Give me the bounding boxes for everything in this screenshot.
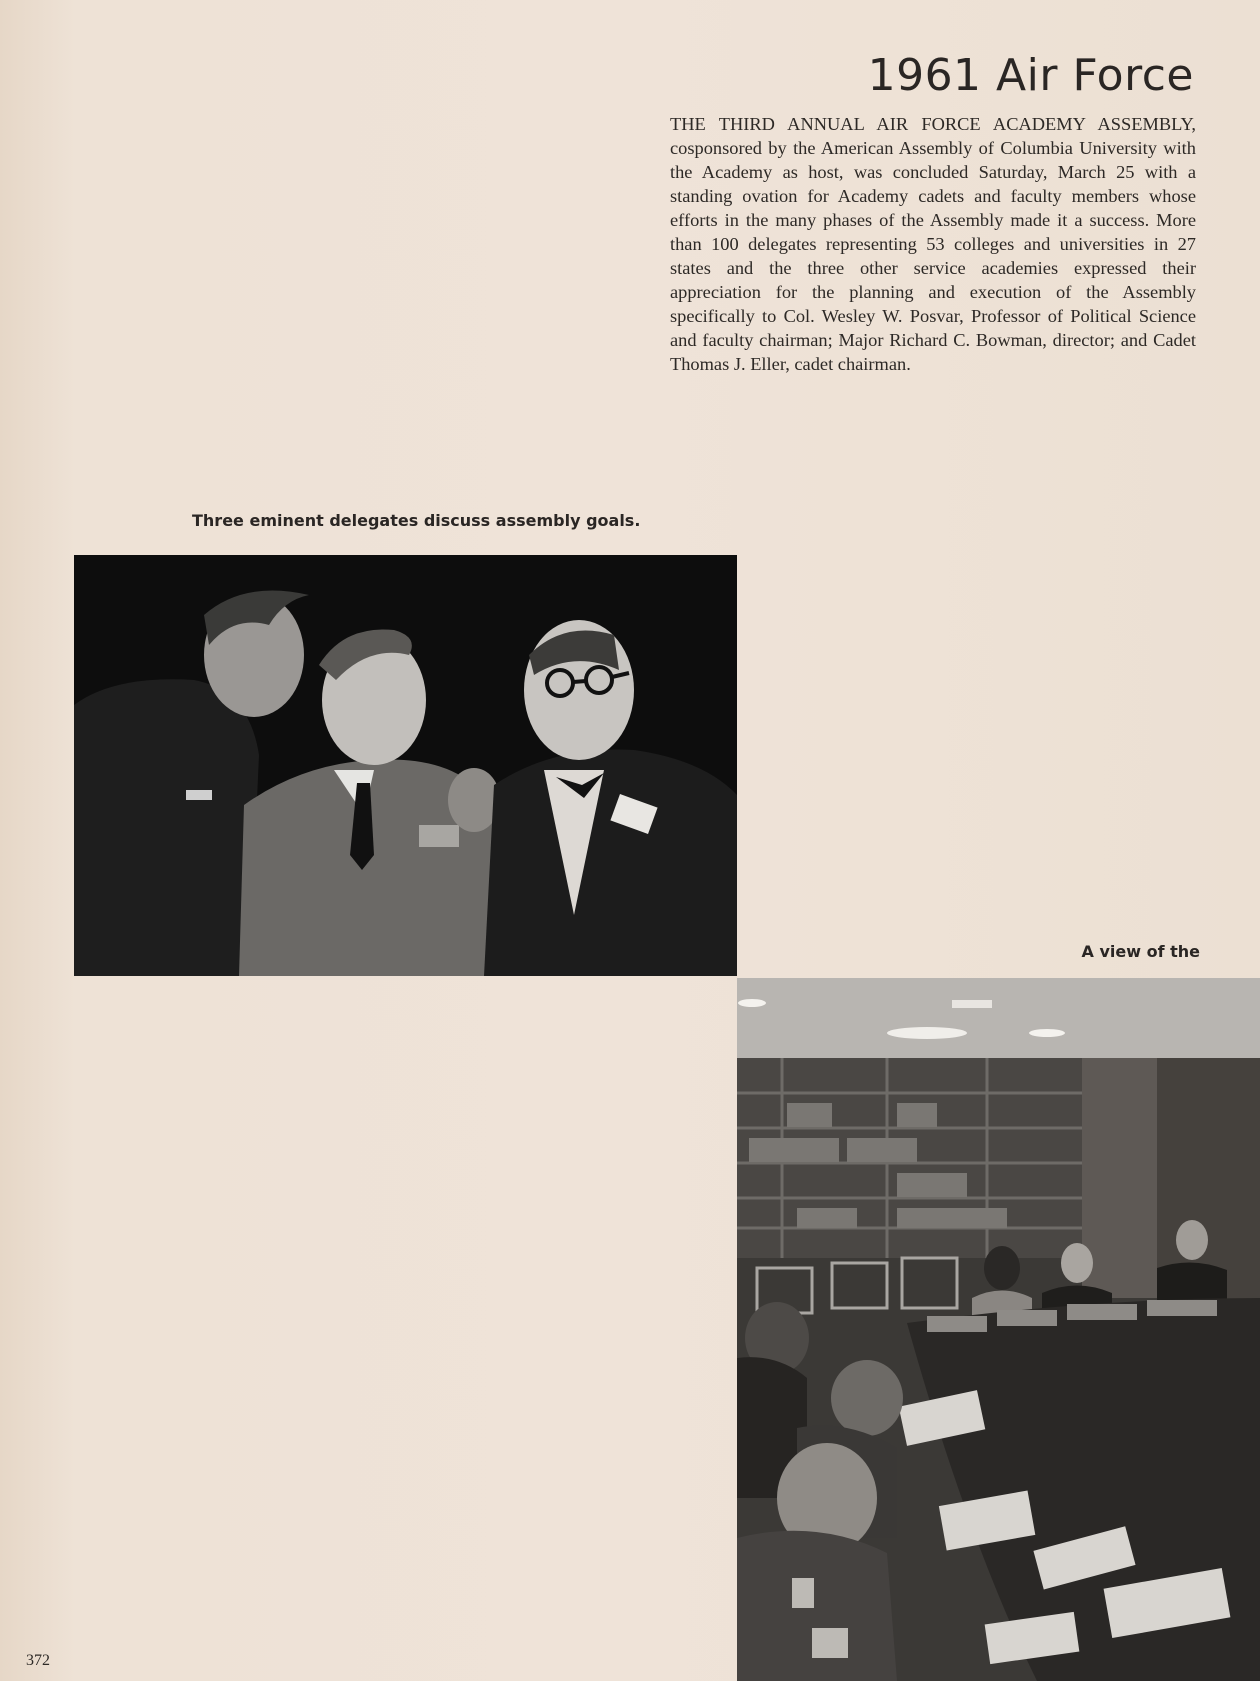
page-title: 1961 Air Force — [867, 50, 1194, 101]
assembly-view-caption: A view of the — [1081, 942, 1200, 961]
assembly-room-photo — [737, 978, 1260, 1681]
page-number: 372 — [26, 1652, 50, 1669]
delegates-photo — [74, 555, 737, 976]
intro-paragraph: THE THIRD ANNUAL AIR FORCE ACADEMY ASSEMBLY, cosponsored by the American Assembly of Columbia University with the Academy as host, was concluded Saturday, March 25 with a standing ovation for Academy cadets and faculty members whose efforts in the many phases of the Assembly made it a success. More than 100 delegates representing 53 colleges and universities in 27 states and the three other service academies expressed their appreciation for the planning and execution of the Assembly specifically to Col. Wesley W. Posvar, Professor of Political Science and faculty chairman; Major Richard C. Bowman, director; and Cadet Thomas J. Eller, cadet chairman. — [670, 114, 1196, 374]
delegates-photo-caption: Three eminent delegates discuss assembly goals. — [192, 511, 641, 530]
